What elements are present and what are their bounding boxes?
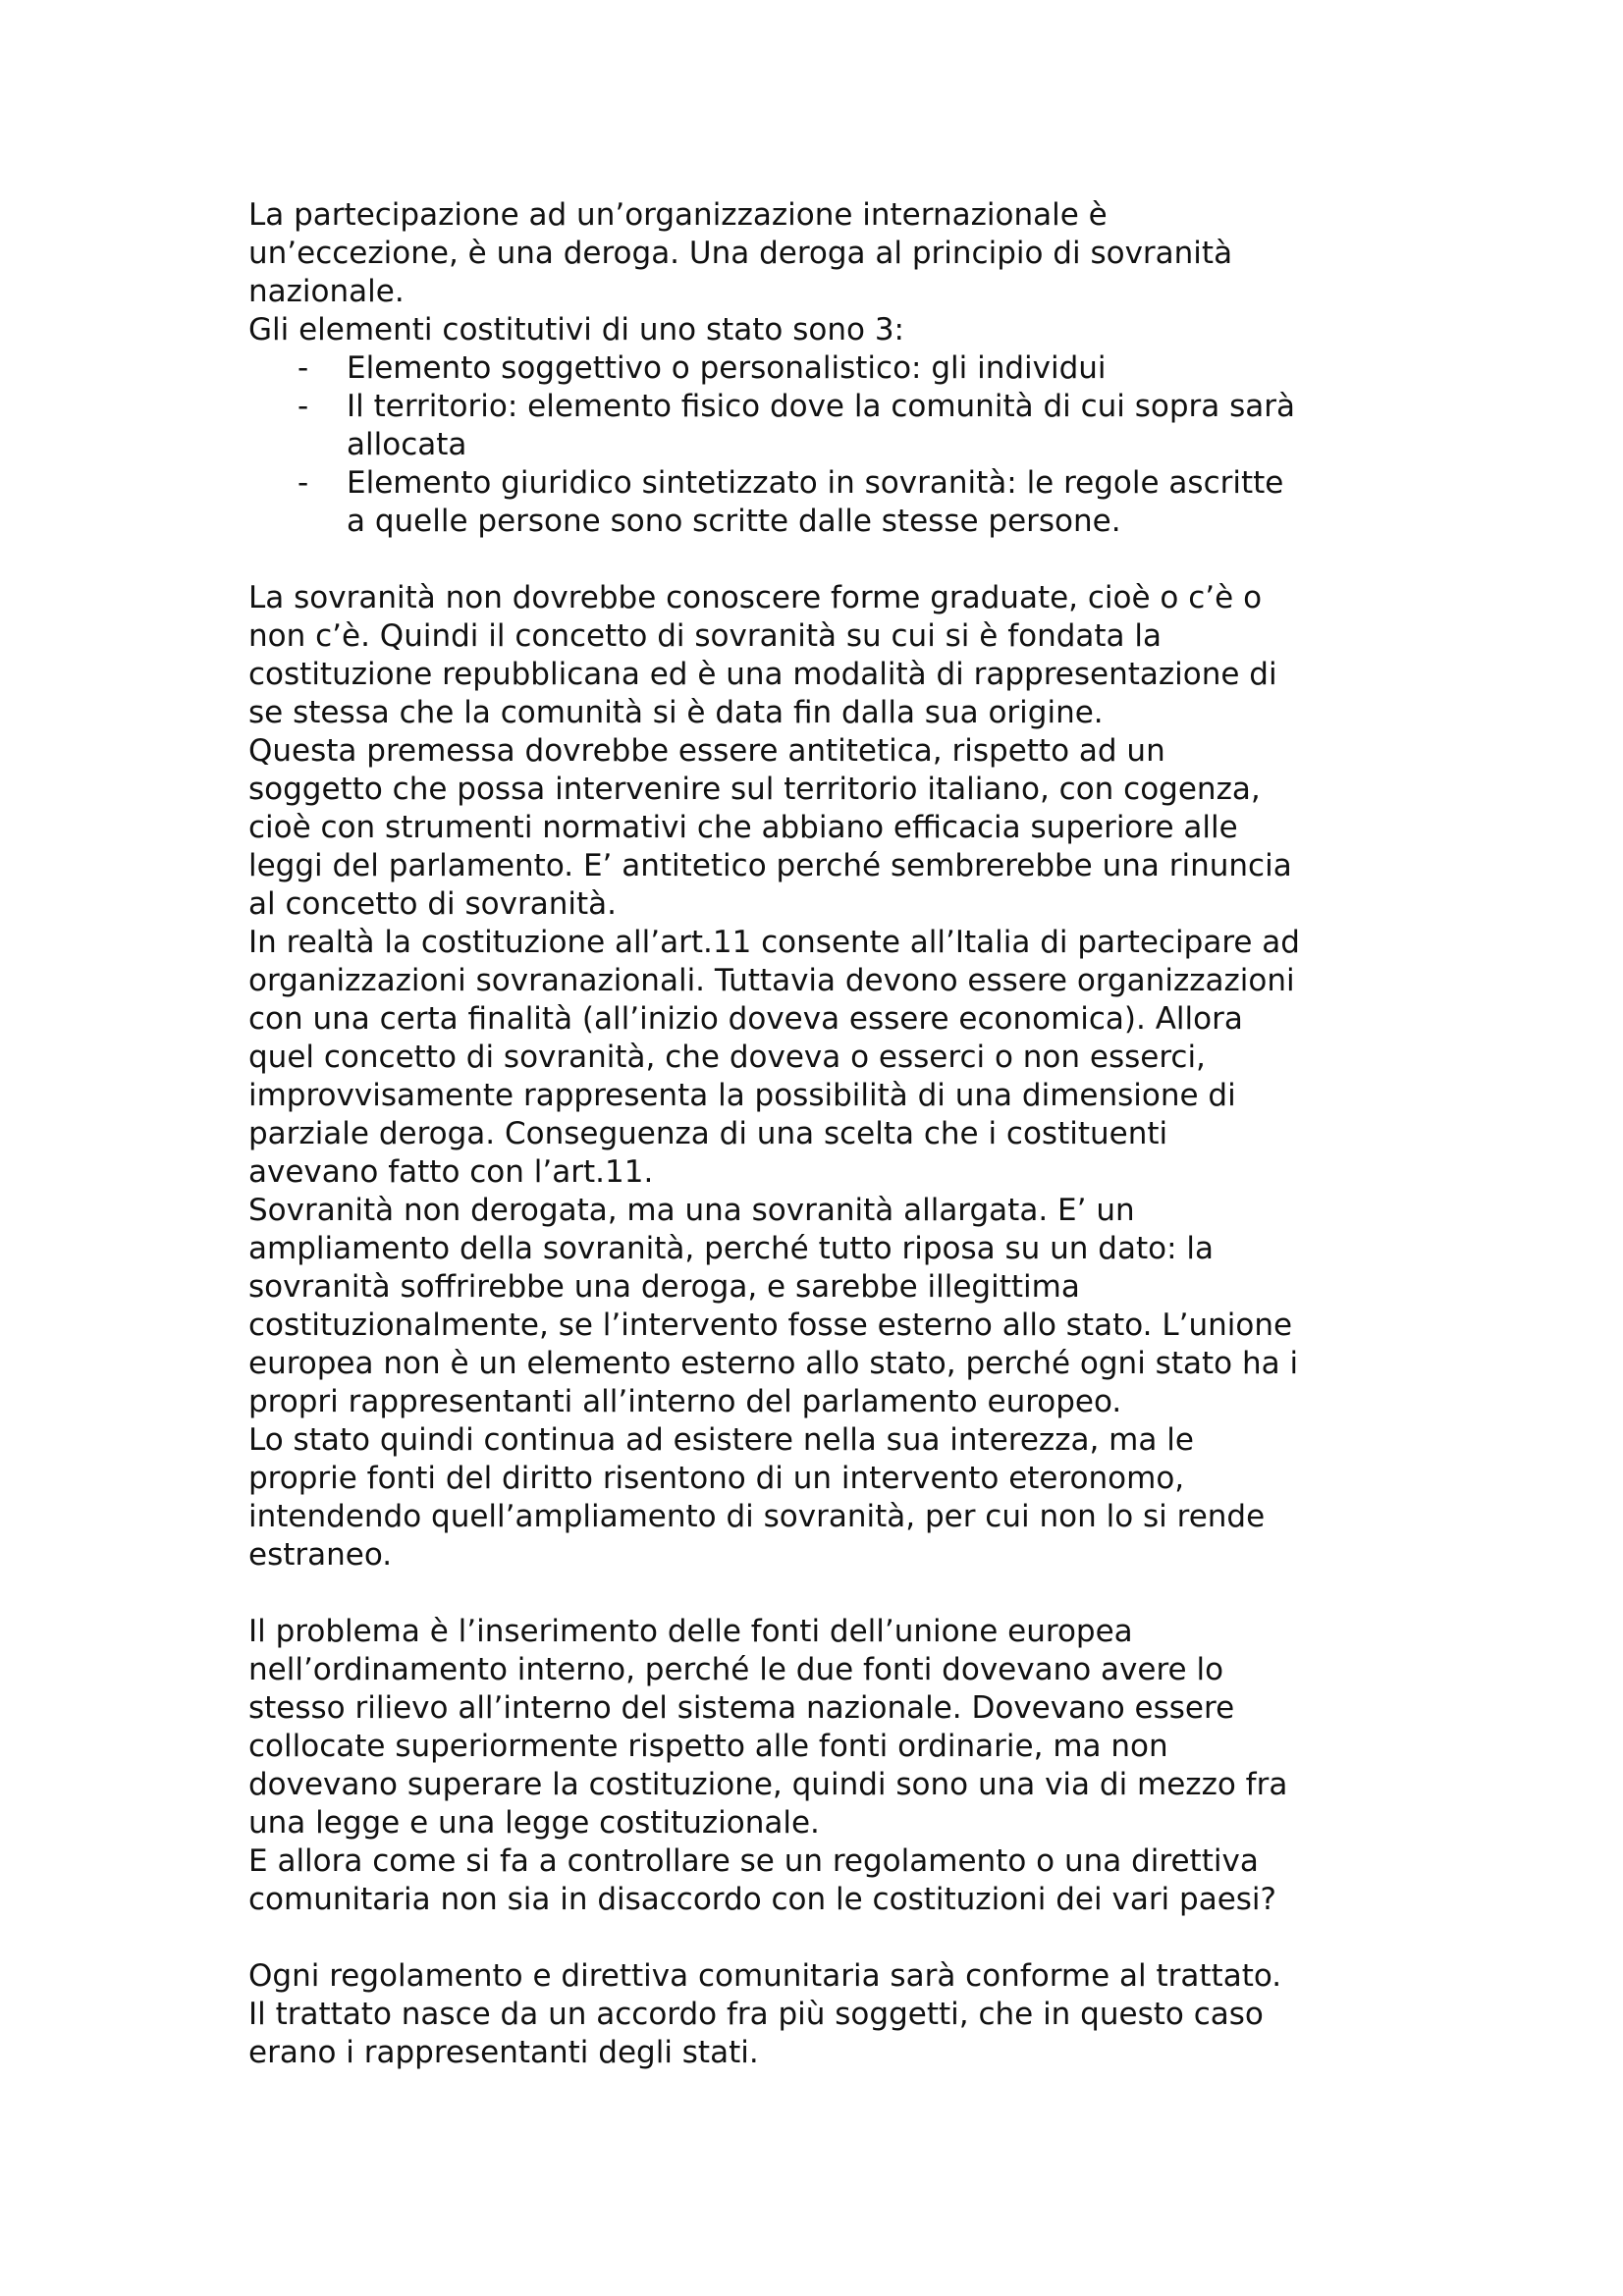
text-line: Gli elementi costitutivi di uno stato sono 3: xyxy=(248,312,904,347)
text-line: erano i rappresentanti degli stati. xyxy=(248,2035,759,2070)
treaty-paragraph xyxy=(248,1957,1397,2072)
text-line: organizzazioni sovranazionali. Tuttavia devono essere organizzazioni xyxy=(248,963,1295,998)
text-line: Il problema è l’inserimento delle fonti dell’unione europea xyxy=(248,1614,1133,1649)
text-line: propri rappresentanti all’interno del parlamento europeo. xyxy=(248,1384,1122,1419)
text-line: soggetto che possa intervenire sul territorio italiano, con cogenza, xyxy=(248,772,1261,807)
text-line: stesso rilievo all’interno del sistema nazionale. Dovevano essere xyxy=(248,1690,1235,1726)
text-line: Il trattato nasce da un accordo fra più soggetti, che in questo caso xyxy=(248,1997,1264,2032)
document-body xyxy=(248,196,1397,2072)
text-line: una legge e una legge costituzionale. xyxy=(248,1805,820,1841)
text-line: Sovranità non derogata, ma una sovranità allargata. E’ un xyxy=(248,1193,1135,1228)
text-line: Ogni regolamento e direttiva comunitaria sarà conforme al trattato. xyxy=(248,1958,1282,1994)
bullet-dash: - xyxy=(298,465,309,501)
text-line: avevano fatto con l’art.11. xyxy=(248,1154,654,1190)
text-line: con una certa finalità (all’inizio doveva essere economica). Allora xyxy=(248,1001,1243,1037)
text-line: collocate superiormente rispetto alle fonti ordinarie, ma non xyxy=(248,1729,1168,1764)
text-line: un’eccezione, è una deroga. Una deroga al principio di sovranità xyxy=(248,236,1233,271)
paragraph-gap xyxy=(248,1575,1397,1613)
bullet-dash: - xyxy=(298,350,309,386)
text-line: costituzionalmente, se l’intervento fosse esterno allo stato. L’unione xyxy=(248,1308,1293,1343)
bullet-item xyxy=(248,349,1397,388)
paragraph-gap xyxy=(248,541,1397,579)
sovereignty-paragraph xyxy=(248,579,1397,1575)
bullet-text: Elemento soggettivo o personalistico: gli individui xyxy=(347,350,1107,386)
text-line: ampliamento della sovranità, perché tutto riposa su un dato: la xyxy=(248,1231,1215,1266)
text-line: parziale deroga. Conseguenza di una scelta che i costituenti xyxy=(248,1116,1168,1151)
text-line: intendendo quell’ampliamento di sovranità, per cui non lo si rende xyxy=(248,1499,1266,1534)
text-line: La sovranità non dovrebbe conoscere forme graduate, cioè o c’è o xyxy=(248,580,1263,615)
text-line: sovranità soffrirebbe una deroga, e sarebbe illegittima xyxy=(248,1269,1080,1305)
bullet-text: allocata xyxy=(347,427,467,462)
text-line: In realtà la costituzione all’art.11 consente all’Italia di partecipare ad xyxy=(248,925,1300,960)
text-line: comunitaria non sia in disaccordo con le costituzioni dei vari paesi? xyxy=(248,1882,1276,1917)
bullet-text: a quelle persone sono scritte dalle stesse persone. xyxy=(347,504,1121,539)
text-line: proprie fonti del diritto risentono di un intervento eteronomo, xyxy=(248,1461,1185,1496)
text-line: La partecipazione ad un’organizzazione internazionale è xyxy=(248,197,1108,233)
text-line: Questa premessa dovrebbe essere antitetica, rispetto ad un xyxy=(248,733,1165,769)
text-line: E allora come si fa a controllare se un regolamento o una direttiva xyxy=(248,1843,1259,1879)
eu-sources-paragraph xyxy=(248,1613,1397,1919)
text-line: cioè con strumenti normativi che abbiano efficacia superiore alle xyxy=(248,810,1238,845)
text-line: al concetto di sovranità. xyxy=(248,886,617,922)
bullet-item xyxy=(248,388,1397,464)
bullet-text: Il territorio: elemento fisico dove la comunità di cui sopra sarà xyxy=(347,389,1296,424)
text-line: quel concetto di sovranità, che doveva o esserci o non esserci, xyxy=(248,1040,1206,1075)
text-line: costituzione repubblicana ed è una modalità di rappresentazione di xyxy=(248,657,1277,692)
text-line: non c’è. Quindi il concetto di sovranità su cui si è fondata la xyxy=(248,618,1163,654)
text-line: improvvisamente rappresenta la possibilità di una dimensione di xyxy=(248,1078,1236,1113)
text-line: leggi del parlamento. E’ antitetico perché sembrerebbe una rinuncia xyxy=(248,848,1292,883)
text-line: se stessa che la comunità si è data fin dalla sua origine. xyxy=(248,695,1104,730)
paragraph-gap xyxy=(248,1919,1397,1957)
bullet-text: Elemento giuridico sintetizzato in sovranità: le regole ascritte xyxy=(347,465,1284,501)
text-line: dovevano superare la costituzione, quindi sono una via di mezzo fra xyxy=(248,1767,1288,1802)
bullet-item xyxy=(248,464,1397,541)
text-line: nell’ordinamento interno, perché le due fonti dovevano avere lo xyxy=(248,1652,1224,1687)
text-line: europea non è un elemento esterno allo stato, perché ogni stato ha i xyxy=(248,1346,1299,1381)
intro-paragraph xyxy=(248,196,1397,349)
bullet-list xyxy=(248,349,1397,541)
text-line: Lo stato quindi continua ad esistere nella sua interezza, ma le xyxy=(248,1422,1194,1458)
bullet-dash: - xyxy=(298,389,309,424)
text-line: estraneo. xyxy=(248,1537,393,1573)
text-line: nazionale. xyxy=(248,274,405,309)
